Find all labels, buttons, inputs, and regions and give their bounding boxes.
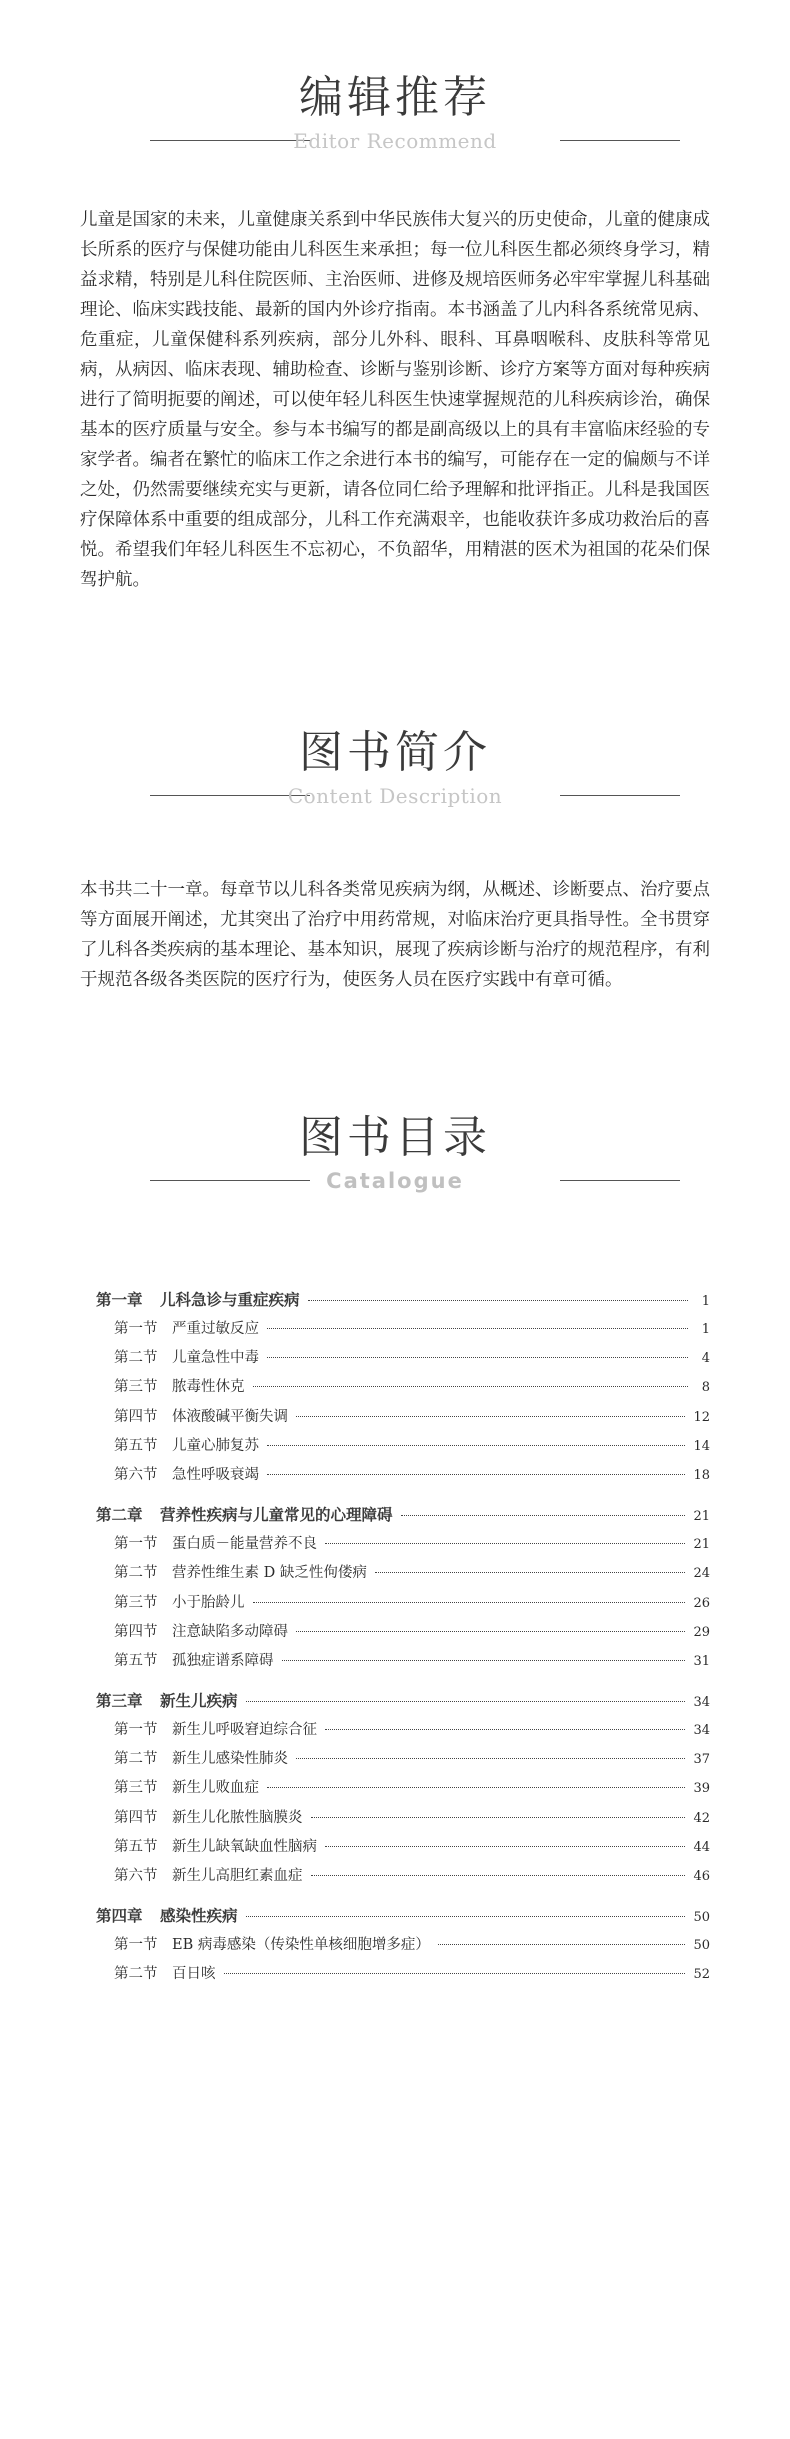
chapter-number: 第一章 [96, 1291, 143, 1309]
chapter-number: 第二章 [96, 1506, 143, 1525]
dot-leader [267, 1445, 685, 1446]
section-number: 第一节 [114, 1321, 158, 1337]
section-title: 儿童心肺复苏 [172, 1437, 259, 1454]
section-number: 第一节 [114, 1536, 158, 1553]
page-number: 31 [693, 1653, 710, 1669]
section-number: 第一节 [114, 1722, 158, 1739]
toc-chapter-row [96, 1503, 710, 1532]
section-title: 注意缺陷多动障碍 [172, 1623, 288, 1640]
page-number: 37 [693, 1752, 710, 1768]
section-title: 新生儿呼吸窘迫综合征 [172, 1722, 317, 1739]
page-number: 52 [693, 1967, 710, 1983]
chapter-title: 营养性疾病与儿童常见的心理障碍 [160, 1506, 393, 1525]
toc-section-row [96, 1620, 710, 1649]
section-number: 第五节 [114, 1437, 158, 1454]
chapter-number: 第三章 [96, 1692, 143, 1711]
dot-leader [282, 1660, 686, 1661]
toc-section-row [96, 1864, 710, 1893]
section-number: 第二节 [114, 1751, 158, 1768]
dot-leader [224, 1973, 686, 1974]
dot-leader [253, 1386, 689, 1387]
section-number: 第二节 [114, 1565, 158, 1582]
dot-leader [267, 1357, 688, 1358]
toc-section-row [96, 1718, 710, 1747]
page-number: 29 [693, 1624, 710, 1640]
page-number: 14 [693, 1438, 710, 1454]
dot-leader [325, 1543, 685, 1544]
page-number: 24 [693, 1566, 710, 1582]
toc-section-row [96, 1561, 710, 1590]
toc-section-row [96, 1434, 710, 1463]
section-number: 第三节 [114, 1780, 158, 1797]
toc-section-row [96, 1962, 710, 1991]
dot-leader [325, 1729, 685, 1730]
section-number: 第二节 [114, 1350, 158, 1367]
page-number: 4 [701, 1351, 710, 1367]
dot-leader [296, 1631, 685, 1632]
section-number: 第四节 [114, 1809, 158, 1826]
dot-leader [253, 1602, 686, 1603]
chapter-number: 第四章 [96, 1907, 143, 1926]
toc-section-row [96, 1317, 710, 1346]
section-number: 第五节 [114, 1652, 158, 1669]
catalogue-title: 图书目录 [299, 1112, 491, 1163]
section-number: 第四节 [114, 1623, 158, 1640]
toc-chapter-row [96, 1904, 710, 1933]
section-number: 第六节 [114, 1868, 158, 1884]
recommend-title: 编辑推荐 [299, 72, 491, 123]
page-number: 1 [701, 1322, 710, 1337]
page-number: 18 [693, 1467, 710, 1483]
dot-leader [267, 1787, 685, 1788]
section-title: 严重过敏反应 [172, 1321, 259, 1337]
section-number: 第四节 [114, 1408, 158, 1425]
page-number: 21 [693, 1537, 710, 1553]
section-title: 蛋白质－能量营养不良 [172, 1536, 317, 1553]
description-paragraph: 本书共二十一章。每章节以儿科各类常见疾病为纲，从概述、诊断要点、治疗要点等方面展开阐述，尤其突出了治疗中用药常规，对临床治疗更具指导性。全书贯穿了儿科各类疾病的基本理论、基本知识，展现了疾病诊断与治疗的规范程序，有利于规范各级各类医院的医疗行为，使医务人员在医疗实践中有章可循。 [80, 880, 710, 990]
section-title: 营养性维生素 D 缺乏性佝偻病 [172, 1565, 367, 1582]
section-title: 新生儿化脓性脑膜炎 [172, 1809, 303, 1826]
toc-section-row [96, 1806, 710, 1835]
dot-leader [267, 1474, 685, 1475]
page-number: 21 [693, 1509, 710, 1525]
section-number: 第五节 [114, 1838, 158, 1855]
description-title: 图书简介 [299, 727, 491, 778]
chapter-title: 儿科急诊与重症疾病 [160, 1291, 300, 1309]
section-title: 百日咳 [172, 1966, 216, 1983]
page-number: 12 [693, 1409, 710, 1425]
section-title: 孤独症谱系障碍 [172, 1652, 274, 1669]
dot-leader [296, 1416, 685, 1417]
section-title: 急性呼吸衰竭 [172, 1466, 259, 1483]
toc-section-row [96, 1835, 710, 1864]
dot-leader [311, 1817, 686, 1818]
section-title: 脓毒性休克 [172, 1379, 245, 1396]
section-title: 新生儿败血症 [172, 1780, 259, 1797]
toc-chapter-row [96, 1288, 710, 1317]
page-number: 50 [693, 1910, 710, 1926]
dot-leader [438, 1944, 686, 1945]
toc-section-row [96, 1591, 710, 1620]
table-of-contents [96, 1288, 710, 1992]
catalogue-header [0, 1110, 790, 1196]
section-title: EB 病毒感染（传染性单核细胞增多症） [172, 1937, 430, 1954]
catalogue-subtitle: Catalogue [326, 1169, 464, 1193]
section-title: 体液酸碱平衡失调 [172, 1408, 288, 1425]
dot-leader [246, 1916, 686, 1917]
recommend-header [0, 70, 790, 156]
dot-leader [246, 1701, 686, 1702]
toc-chapter-row [96, 1689, 710, 1718]
page-number: 46 [693, 1869, 710, 1884]
divider-line-right [560, 795, 680, 796]
page-number: 42 [693, 1810, 710, 1826]
dot-leader [308, 1300, 688, 1301]
page-number: 39 [693, 1781, 710, 1797]
page-number: 34 [693, 1723, 710, 1739]
dot-leader [375, 1572, 686, 1573]
section-number: 第三节 [114, 1379, 158, 1396]
dot-leader [325, 1846, 685, 1847]
toc-section-row [96, 1375, 710, 1404]
page-number: 34 [693, 1695, 710, 1711]
section-number: 第三节 [114, 1594, 158, 1611]
toc-section-row [96, 1776, 710, 1805]
section-title: 新生儿高胆红素血症 [172, 1868, 303, 1884]
section-number: 第一节 [114, 1937, 158, 1954]
recommend-paragraph: 儿童是国家的未来，儿童健康关系到中华民族伟大复兴的历史使命，儿童的健康成长所系的医疗与保健功能由儿科医生来承担；每一位儿科医生都必须终身学习，精益求精，特别是儿科住院医师、主治医师、进修及规培医师务必牢牢掌握儿科基础理论、临床实践技能、最新的国内外诊疗指南。本书涵盖了儿内科各系统常见病、危重症，儿童保健科系列疾病，部分儿外科、眼科、耳鼻咽喉科、皮肤科等常见病，从病因、临床表现、辅助检查、诊断与鉴别诊断、诊疗方案等方面对每种疾病进行了简明扼要的阐述，可以使年轻儿科医生快速掌握规范的儿科疾病诊治，确保基本的医疗质量与安全。参与本书编写的都是副高级以上的具有丰富临床经验的专家学者。编者在繁忙的临床工作之余进行本书的编写，可能存在一定的偏颇与不详之处，仍然需要继续充实与更新，请各位同仁给予理解和批评指正。儿科是我国医疗保障体系中重要的组成部分，儿科工作充满艰辛，也能收获许多成功救治后的喜悦。希望我们年轻儿科医生不忘初心，不负韶华，用精湛的医术为祖国的花朵们保驾护航。 [80, 210, 710, 590]
divider-line-right [560, 140, 680, 141]
description-header [0, 725, 790, 811]
page-number: 26 [693, 1595, 710, 1611]
toc-section-row [96, 1649, 710, 1678]
toc-section-row [96, 1346, 710, 1375]
chapter-title: 感染性疾病 [160, 1907, 238, 1926]
dot-leader [296, 1758, 685, 1759]
chapter-title: 新生儿疾病 [160, 1692, 238, 1711]
page-number: 8 [701, 1380, 710, 1396]
page-number: 1 [701, 1294, 710, 1309]
toc-section-row [96, 1463, 710, 1492]
section-title: 儿童急性中毒 [172, 1350, 259, 1367]
dot-leader [311, 1875, 686, 1876]
divider-line-right [560, 1180, 680, 1181]
page-number: 44 [693, 1839, 710, 1855]
section-title: 新生儿缺氧缺血性脑病 [172, 1838, 317, 1855]
toc-section-row [96, 1933, 710, 1962]
description-subtitle: Content Description [287, 784, 503, 808]
section-title: 新生儿感染性肺炎 [172, 1751, 288, 1768]
section-number: 第二节 [114, 1966, 158, 1983]
toc-section-row [96, 1532, 710, 1561]
dot-leader [401, 1515, 686, 1516]
section-title: 小于胎龄儿 [172, 1594, 245, 1611]
dot-leader [267, 1328, 688, 1329]
toc-section-row [96, 1747, 710, 1776]
toc-section-row [96, 1405, 710, 1434]
section-number: 第六节 [114, 1466, 158, 1483]
page-number: 50 [693, 1938, 710, 1954]
recommend-subtitle: Editor Recommend [293, 129, 497, 153]
